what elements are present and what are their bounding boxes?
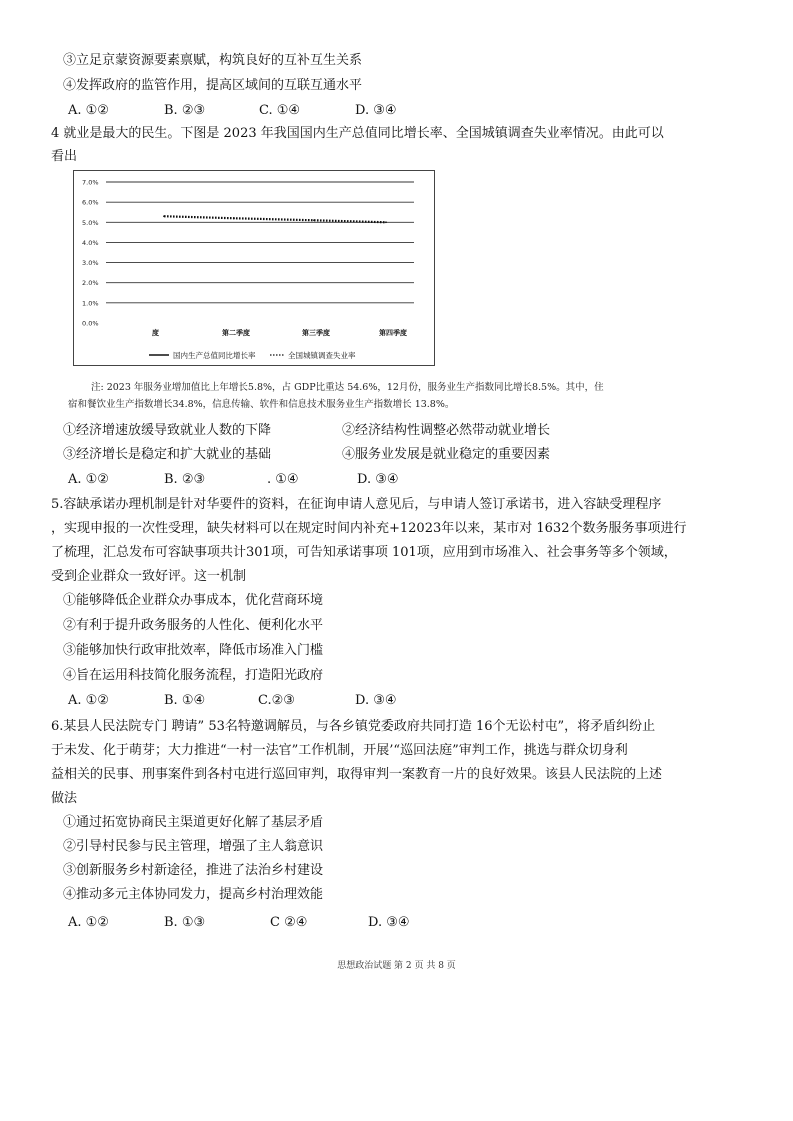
- q4-note-line-2: 宿和餐饮业生产指数增长34.8%，信息传输、软件和信息技术服务业生产指数增长 13.8%。: [68, 399, 455, 410]
- unemployment-point: [313, 219, 315, 221]
- q5-stem-line-2: ，实现申报的一次性受理，缺失材料可以在规定时间内补充+12023年以来，某市对 1632个数务服务事项进行: [51, 521, 687, 536]
- q3-option-d: D. ③④: [355, 103, 397, 118]
- q6-stem-line-3: 益相关的民事、刑事案件到各村屯进行巡回审判，取得审判一案教育一片的良好效果。该县人民法院的上述: [51, 767, 663, 782]
- y-tick-label: 1.0%: [82, 299, 99, 308]
- q5-item-3: ③能够加快行政审批效率，降低市场准入门槛: [63, 643, 324, 658]
- q6-item-3: ③创新服务乡村新途径，推进了法治乡村建设: [63, 863, 324, 878]
- q3-item-4: ④发挥政府的监管作用，提高区域间的互联互通水平: [63, 78, 363, 93]
- y-tick-label: 0.0%: [82, 319, 99, 328]
- q4-item-3: ③经济增长是稳定和扩大就业的基础: [63, 447, 272, 462]
- x-tick-label: 第四季度: [379, 329, 407, 337]
- q4-note-line-1: 注: 2023 年服务业增加值比上年增长5.8%，占 GDP比重达 54.6%，12月份，服务业生产指数同比增长8.5%。其中，住: [91, 382, 604, 393]
- chart-svg: [74, 171, 434, 365]
- q4-stem-line-1: 4 就业是最大的民生。下图是 2023 年我国国内生产总值同比增长率、全国城镇调查失业率情况。由此可以: [51, 126, 664, 141]
- q3-option-c: C. ①④: [259, 103, 301, 118]
- y-tick-label: 4.0%: [82, 238, 99, 247]
- q4-option-a: A. ①②: [68, 472, 109, 487]
- y-tick-label: 7.0%: [82, 178, 99, 187]
- q6-option-c: C ②④: [270, 915, 308, 930]
- x-tick-label: 第三季度: [302, 329, 330, 337]
- q6-option-d: D. ③④: [368, 915, 410, 930]
- q5-stem-line-4: 受到企业群众一致好评。这一机制: [51, 569, 247, 584]
- page-footer: 思想政治试题 第 2 页 共 8 页: [337, 961, 456, 971]
- q6-stem-line-4: 做法: [51, 791, 78, 806]
- x-tick-label: 度: [152, 329, 159, 337]
- unemployment-point: [233, 217, 235, 219]
- q4-item-4: ④服务业发展是就业稳定的重要因素: [342, 447, 551, 462]
- y-tick-label: 3.0%: [82, 259, 99, 268]
- q6-item-4: ④推动多元主体协同发力，提高乡村治理效能: [63, 887, 324, 902]
- q5-stem-line-3: 了梳理，汇总发布可容缺事项共计301项，可告知承诺事项 101项，应用到市场准入、社会事务等多个领域，: [51, 545, 677, 560]
- q5-option-b: B. ①④: [164, 693, 206, 708]
- q4-item-1: ①经济增速放缓导致就业人数的下降: [63, 423, 272, 438]
- q3-option-b: B. ②③: [164, 103, 206, 118]
- unemployment-point: [385, 221, 387, 223]
- q4-stem-line-2: 看出: [51, 149, 78, 164]
- q4-option-c: . ①④: [267, 472, 299, 487]
- x-tick-label: 第二季度: [222, 329, 250, 337]
- q6-item-1: ①通过拓宽协商民主渠道更好化解了基层矛盾: [63, 815, 324, 830]
- q5-option-c: C.②③: [258, 693, 295, 708]
- q3-item-3: ③立足京蒙资源要素禀赋，构筑良好的互补互生关系: [63, 53, 363, 68]
- legend-label-unemployment: 全国城镇调查失业率: [288, 351, 356, 360]
- q5-item-2: ②有利于提升政务服务的人性化、便利化水平: [63, 618, 324, 633]
- unemployment-series-line: [164, 216, 386, 222]
- legend-label-gdp: 国内生产总值同比增长率: [173, 351, 256, 360]
- q6-stem-line-2: 于未发、化于萌芽；大力推进“一村一法官”工作机制，开展’“巡回法庭”审判工作，挑选与群众切身利: [51, 743, 628, 758]
- y-tick-label: 6.0%: [82, 198, 99, 207]
- q5-option-d: D. ③④: [355, 693, 397, 708]
- y-tick-label: 5.0%: [82, 218, 99, 227]
- q3-option-a: A. ①②: [68, 103, 109, 118]
- q6-stem-line-1: 6.某县人民法院专门 聘请” 53名特邀调解员，与各乡镇党委政府共同打造 16个无讼村屯”，将矛盾纠纷止: [51, 719, 656, 734]
- employment-chart: [73, 170, 435, 366]
- q6-option-a: A. ①②: [68, 915, 109, 930]
- q6-option-b: B. ①③: [164, 915, 206, 930]
- unemployment-point: [163, 215, 165, 217]
- q6-item-2: ②引导村民参与民主管理，增强了主人翁意识: [63, 839, 324, 854]
- q4-option-d: D. ③④: [357, 472, 399, 487]
- q5-item-1: ①能够降低企业群众办事成本，优化营商环境: [63, 593, 324, 608]
- q4-option-b: B. ②③: [164, 472, 206, 487]
- y-tick-label: 2.0%: [82, 279, 99, 288]
- q5-option-a: A. ①②: [68, 693, 109, 708]
- q5-stem-line-1: 5.容缺承诺办理机制是针对华要件的资料，在征询申请人意见后，与申请人签订承诺书，进入容缺受理程序: [51, 497, 662, 512]
- q4-item-2: ②经济结构性调整必然带动就业增长: [342, 423, 551, 438]
- q5-item-4: ④旨在运用科技简化服务流程，打造阳光政府: [63, 668, 324, 683]
